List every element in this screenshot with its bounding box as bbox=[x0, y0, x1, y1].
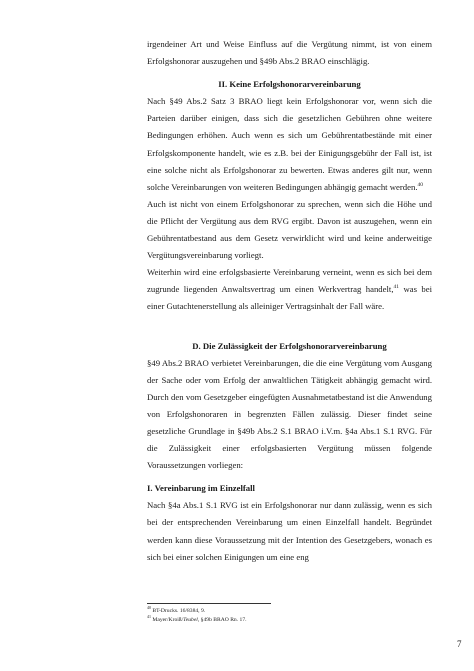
paragraph-rvg: Auch ist nicht von einem Erfolgshonorar zu sprechen, wenn sich die Höhe und die Pflicht der Vergütung aus dem RVG ergibt. Davon ist auszugehen, wenn ein Gebührentatbestand aus dem Gesetz verwirklicht wird und keine anderweitige Vergütungsvereinbarung vorliegt. bbox=[147, 198, 432, 261]
paragraph-erfolgshonorar-definition: Nach §49 Abs.2 Satz 3 BRAO liegt kein Erfolgshonorar vor, wenn sich die Parteien darüber einigen, dass sich die gesetzlichen Gebühren ohne weitere Bedingungen erhöhen. Auch wenn es sich um Gebührentatbestände mit einer Erfolgskomponente handelt, wie es z.B. bei der Einigungsgebühr der Fall ist, ist eine solche nicht als Erfolgshonorar zu bewerten. Etwas anderes gilt nur, wenn solche Vereinbarungen von weiteren Bedingungen abhängig gemacht werden.$^{40}$ bbox=[147, 96, 432, 192]
paragraph-zulaessigkeit: §49 Abs.2 BRAO verbietet Vereinbarungen, die die eine Vergütung vom Ausgang der Sache oder vom Erfolg der anwaltlichen Tätigkeit abhängig gemacht wird. Durch den vom Gesetzgeber eingefügten Ausnahmetatbestand ist die Anwendung von Erfolgshonoraren in begrenzten Fällen zulässig. Dieser findet seine gesetzliche Grundlage in §49b Abs.2 S.1 BRAO i.V.m. §4a Abs.1 S.1 RVG. Für die Zulässigkeit einer erfolgsbasierten Vergütung müssen folgende Voraussetzungen vorliegen: bbox=[147, 357, 432, 471]
footnote-40: $^{40}$ BT-Drucks. 16/8384, 9. bbox=[147, 605, 206, 614]
body-text bbox=[147, 36, 432, 566]
paragraph-werkvertrag: Weiterhin wird eine erfolgsbasierte Vereinbarung verneint, wenn es sich bei dem zugrunde liegenden Anwaltsvertrag um einen Werkvertrag handelt,$^{41}$ was bei einer Gutachtenerstellung als alleiniger Vertragsinhalt der Fall wäre. bbox=[147, 267, 432, 312]
footnote-41: $^{41}$ Mayer/Kroiß/Teubel, §49b BRAO Rn. 17. bbox=[147, 613, 247, 623]
footnote-ref-40: 40 bbox=[417, 181, 424, 188]
paragraph-continuation: irgendeiner Art und Weise Einfluss auf die Vergütung nimmt, ist von einem Erfolgshonorar auszugehen und §49b Abs.2 BRAO einschlägig. bbox=[147, 39, 432, 67]
footnotes bbox=[147, 603, 432, 625]
footnote-ref-41: 41 bbox=[393, 284, 399, 291]
paragraph-einzelfall: Nach §4a Abs.1 S.1 RVG ist ein Erfolgshonorar nur dann zulässig, wenn es sich bei der entsprechenden Vereinbarung um einen Einzelfall handelt. Begründet werden kann diese Voraussetzung mit der Intention des Gesetzgebers, wonach es sich bei einer solchen Einigungen um eine eng bbox=[147, 500, 432, 562]
heading-section-d: D. Die Zulässigkeit der Erfolgshonorarvereinbarung bbox=[192, 340, 387, 351]
page-number: 7 bbox=[457, 639, 462, 649]
heading-section-i: I. Vereinbarung im Einzelfall bbox=[147, 483, 255, 494]
heading-section-ii: II. Keine Erfolgshonorarvereinbarung bbox=[218, 79, 361, 90]
footnote-divider bbox=[147, 603, 271, 604]
